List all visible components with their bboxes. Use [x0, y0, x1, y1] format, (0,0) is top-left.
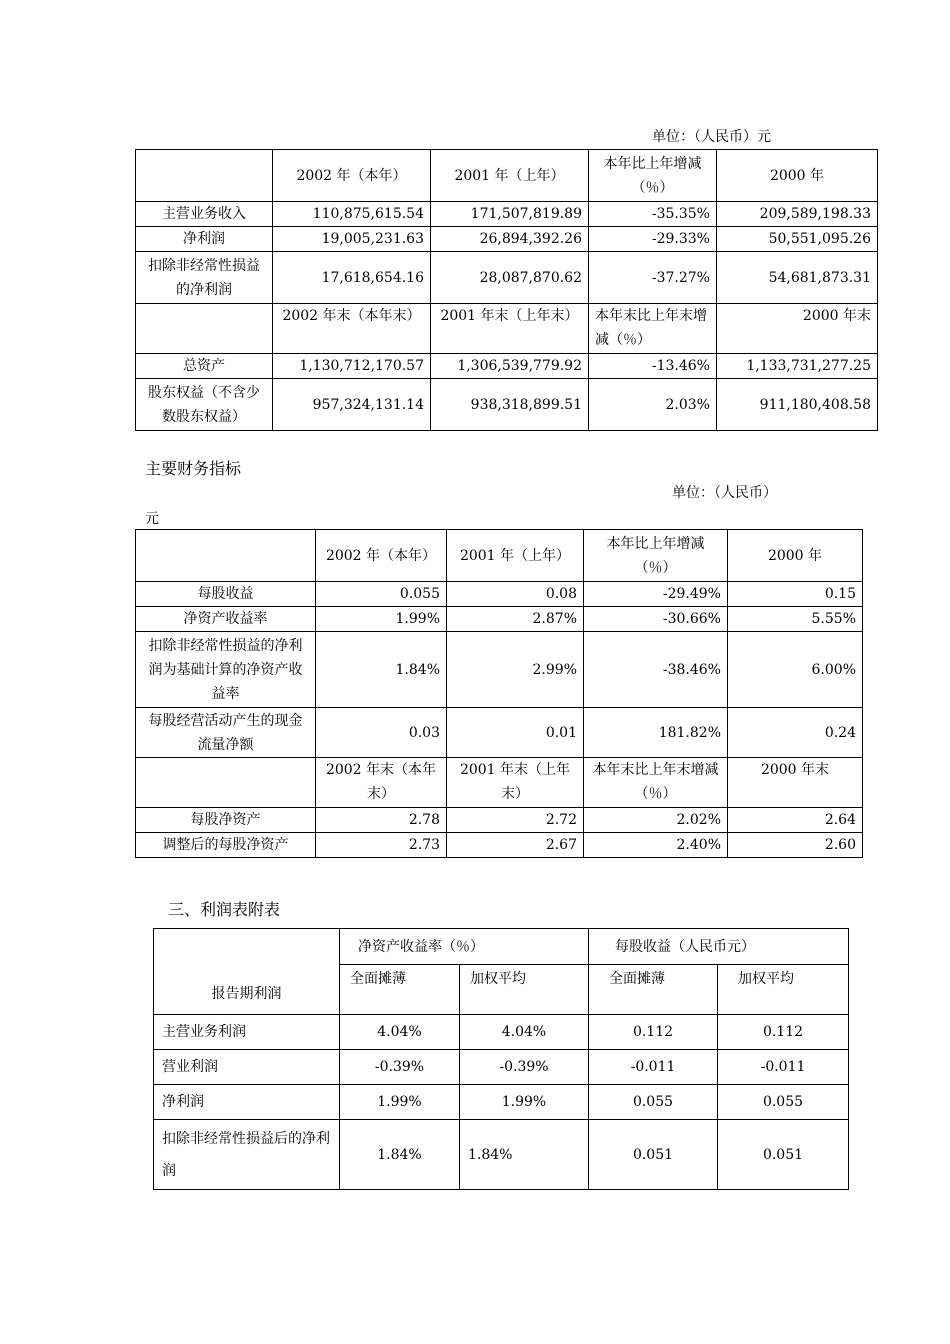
table-row: [136, 252, 878, 304]
value-cell: 171,507,819.89: [431, 202, 589, 227]
value-cell: -0.39%: [340, 1050, 460, 1085]
row-label: 扣除非经常性损益的净利润: [136, 252, 273, 304]
table-row: [136, 833, 863, 858]
row-label: 每股净资产: [136, 808, 316, 833]
header-cell: 本年比上年增减（％）: [584, 530, 728, 582]
value-cell: 0.055: [316, 582, 447, 607]
value-cell: -0.39%: [460, 1050, 589, 1085]
value-cell: -0.011: [718, 1050, 849, 1085]
value-cell: -35.35%: [589, 202, 717, 227]
income-statement-supplement-table: [153, 928, 849, 1190]
header-cell: 加权平均: [460, 965, 589, 1015]
value-cell: 50,551,095.26: [717, 227, 878, 252]
header-cell: 加权平均: [718, 965, 849, 1015]
table-row: [154, 1050, 849, 1085]
table-row: [136, 354, 878, 379]
value-cell: 5.55%: [728, 607, 863, 632]
table2-unit-tail: 元: [145, 511, 159, 527]
header-cell: 2002 年（本年）: [316, 530, 447, 582]
value-cell: -29.49%: [584, 582, 728, 607]
value-cell: 938,318,899.51: [431, 379, 589, 431]
value-cell: 4.04%: [340, 1015, 460, 1050]
table-header-row: [136, 530, 863, 582]
value-cell: 0.08: [447, 582, 584, 607]
value-cell: 2.60: [728, 833, 863, 858]
header-cell: 2002 年末（本年末）: [273, 304, 431, 354]
table1-unit: 单位：（人民币）元: [652, 129, 771, 145]
header-cell: [136, 304, 273, 354]
value-cell: -30.66%: [584, 607, 728, 632]
header-cell: 2000 年: [728, 530, 863, 582]
value-cell: 1.99%: [460, 1085, 589, 1120]
row-label: 扣除非经常性损益后的净利润: [154, 1120, 340, 1190]
value-cell: 181.82%: [584, 708, 728, 758]
value-cell: 2.73: [316, 833, 447, 858]
value-cell: 2.67: [447, 833, 584, 858]
value-cell: 0.051: [718, 1120, 849, 1190]
header-cell: 2001 年末（上年末）: [447, 758, 584, 808]
header-cell: 2001 年末（上年末）: [431, 304, 589, 354]
row-label: 主营业务利润: [154, 1015, 340, 1050]
group-header-eps: 每股收益（人民币元）: [589, 929, 849, 965]
value-cell: 957,324,131.14: [273, 379, 431, 431]
table-row: [154, 1085, 849, 1120]
value-cell: 28,087,870.62: [431, 252, 589, 304]
value-cell: 2.64: [728, 808, 863, 833]
row-label: 主营业务收入: [136, 202, 273, 227]
table-row: [136, 202, 878, 227]
value-cell: 911,180,408.58: [717, 379, 878, 431]
value-cell: -0.011: [589, 1050, 718, 1085]
value-cell: 2.02%: [584, 808, 728, 833]
row-label: 营业利润: [154, 1050, 340, 1085]
header-cell: 2000 年末: [717, 304, 878, 354]
value-cell: 1,130,712,170.57: [273, 354, 431, 379]
table-subheader-row: [136, 758, 863, 808]
table2-unit: 单位：（人民币）: [672, 485, 777, 501]
value-cell: -13.46%: [589, 354, 717, 379]
header-cell: 本年末比上年末增减（％）: [589, 304, 717, 354]
header-cell: [136, 530, 316, 582]
value-cell: 1.84%: [460, 1120, 589, 1190]
header-cell: 2001 年（上年）: [431, 150, 589, 202]
header-cell: 2001 年（上年）: [447, 530, 584, 582]
value-cell: 26,894,392.26: [431, 227, 589, 252]
section-title-key-indicators: 主要财务指标: [145, 459, 242, 478]
header-cell: 2002 年末（本年末）: [316, 758, 447, 808]
value-cell: 1.99%: [316, 607, 447, 632]
table-row: [136, 708, 863, 758]
value-cell: -38.46%: [584, 632, 728, 708]
row-label: 净利润: [154, 1085, 340, 1120]
value-cell: 1,306,539,779.92: [431, 354, 589, 379]
row-label: 每股经营活动产生的现金流量净额: [136, 708, 316, 758]
value-cell: -29.33%: [589, 227, 717, 252]
header-cell: 本年末比上年末增减（％）: [584, 758, 728, 808]
row-label: 股东权益（不含少数股东权益）: [136, 379, 273, 431]
header-cell: 全面摊薄: [589, 965, 718, 1015]
value-cell: 110,875,615.54: [273, 202, 431, 227]
value-cell: 209,589,198.33: [717, 202, 878, 227]
value-cell: 0.055: [718, 1085, 849, 1120]
row-label: 总资产: [136, 354, 273, 379]
value-cell: -37.27%: [589, 252, 717, 304]
value-cell: 2.87%: [447, 607, 584, 632]
value-cell: 0.01: [447, 708, 584, 758]
table-row: [136, 582, 863, 607]
value-cell: 1.99%: [340, 1085, 460, 1120]
value-cell: 1.84%: [316, 632, 447, 708]
value-cell: 2.03%: [589, 379, 717, 431]
value-cell: 0.03: [316, 708, 447, 758]
table-row: [136, 227, 878, 252]
value-cell: 0.15: [728, 582, 863, 607]
table-row: [136, 632, 863, 708]
value-cell: 0.112: [718, 1015, 849, 1050]
value-cell: 2.72: [447, 808, 584, 833]
table-row: [154, 1015, 849, 1050]
value-cell: 2.40%: [584, 833, 728, 858]
value-cell: 2.99%: [447, 632, 584, 708]
value-cell: 4.04%: [460, 1015, 589, 1050]
value-cell: 1,133,731,277.25: [717, 354, 878, 379]
table-row: [136, 379, 878, 431]
row-label: 每股收益: [136, 582, 316, 607]
value-cell: 0.051: [589, 1120, 718, 1190]
table-row: [154, 1120, 849, 1190]
value-cell: 0.055: [589, 1085, 718, 1120]
section-title-income-supplement: 三、利润表附表: [168, 900, 281, 919]
header-cell: [136, 150, 273, 202]
table-header-row: [136, 150, 878, 202]
table-header-row: [154, 929, 849, 965]
table-subheader-row: [136, 304, 878, 354]
row-label: 净利润: [136, 227, 273, 252]
header-cell: 2002 年（本年）: [273, 150, 431, 202]
key-financial-indicators-table: [135, 529, 863, 858]
value-cell: 1.84%: [340, 1120, 460, 1190]
row-label: 净资产收益率: [136, 607, 316, 632]
row-label: 扣除非经常性损益的净利润为基础计算的净资产收益率: [136, 632, 316, 708]
value-cell: 6.00%: [728, 632, 863, 708]
header-cell: 本年比上年增减（％）: [589, 150, 717, 202]
row-header-cell: 报告期利润: [154, 929, 340, 1015]
value-cell: 0.24: [728, 708, 863, 758]
table-row: [136, 607, 863, 632]
value-cell: 54,681,873.31: [717, 252, 878, 304]
header-cell: 全面摊薄: [340, 965, 460, 1015]
header-cell: 2000 年末: [728, 758, 863, 808]
header-cell: [136, 758, 316, 808]
value-cell: 0.112: [589, 1015, 718, 1050]
row-label: 调整后的每股净资产: [136, 833, 316, 858]
value-cell: 2.78: [316, 808, 447, 833]
value-cell: 17,618,654.16: [273, 252, 431, 304]
table-row: [136, 808, 863, 833]
group-header-roe: 净资产收益率（％）: [340, 929, 589, 965]
header-cell: 2000 年: [717, 150, 878, 202]
value-cell: 19,005,231.63: [273, 227, 431, 252]
financial-summary-table: [135, 149, 878, 431]
